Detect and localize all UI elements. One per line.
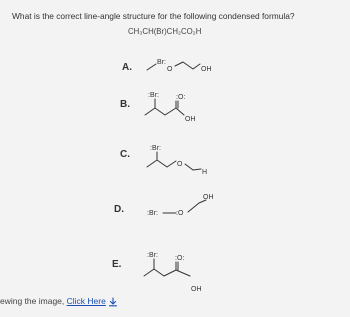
option-d-oh: OH: [203, 194, 214, 201]
option-c-h: H: [202, 169, 208, 176]
option-a-br: Br:: [157, 59, 166, 66]
question-text: What is the correct line-angle structure for the following condensed formula?: [12, 11, 295, 21]
option-c-br: :Br:: [150, 145, 161, 152]
option-b-label: B.: [120, 99, 130, 110]
condensed-formula: CH₃CH(Br)CH₂CO₂H: [128, 27, 202, 36]
structure-c: [147, 152, 201, 170]
option-a-oh: OH: [201, 66, 212, 73]
option-d-br: :Br:: [147, 210, 158, 217]
option-e-oh: OH: [191, 286, 202, 293]
option-b-o: :O:: [176, 94, 186, 101]
structure-b: [145, 99, 184, 115]
option-c-label: C.: [120, 149, 130, 160]
option-e-br: :Br:: [147, 252, 158, 259]
option-e-o: :O:: [175, 255, 185, 262]
option-a-label: A.: [122, 62, 132, 73]
structure-d: [163, 200, 206, 213]
option-b-br: :Br:: [148, 92, 159, 99]
option-d-o: :O: [176, 210, 184, 217]
structure-a: [147, 62, 200, 70]
option-d-label: D.: [114, 204, 124, 215]
footer-text: ewing the image,: [0, 296, 65, 306]
image-help-footer: [0, 296, 118, 307]
download-icon[interactable]: [108, 297, 118, 307]
option-c-o: O: [177, 161, 183, 168]
option-b-oh: OH: [185, 116, 196, 123]
click-here-link[interactable]: Click Here: [66, 296, 106, 306]
option-a-o: O: [167, 66, 173, 73]
option-e-label: E.: [112, 259, 122, 270]
